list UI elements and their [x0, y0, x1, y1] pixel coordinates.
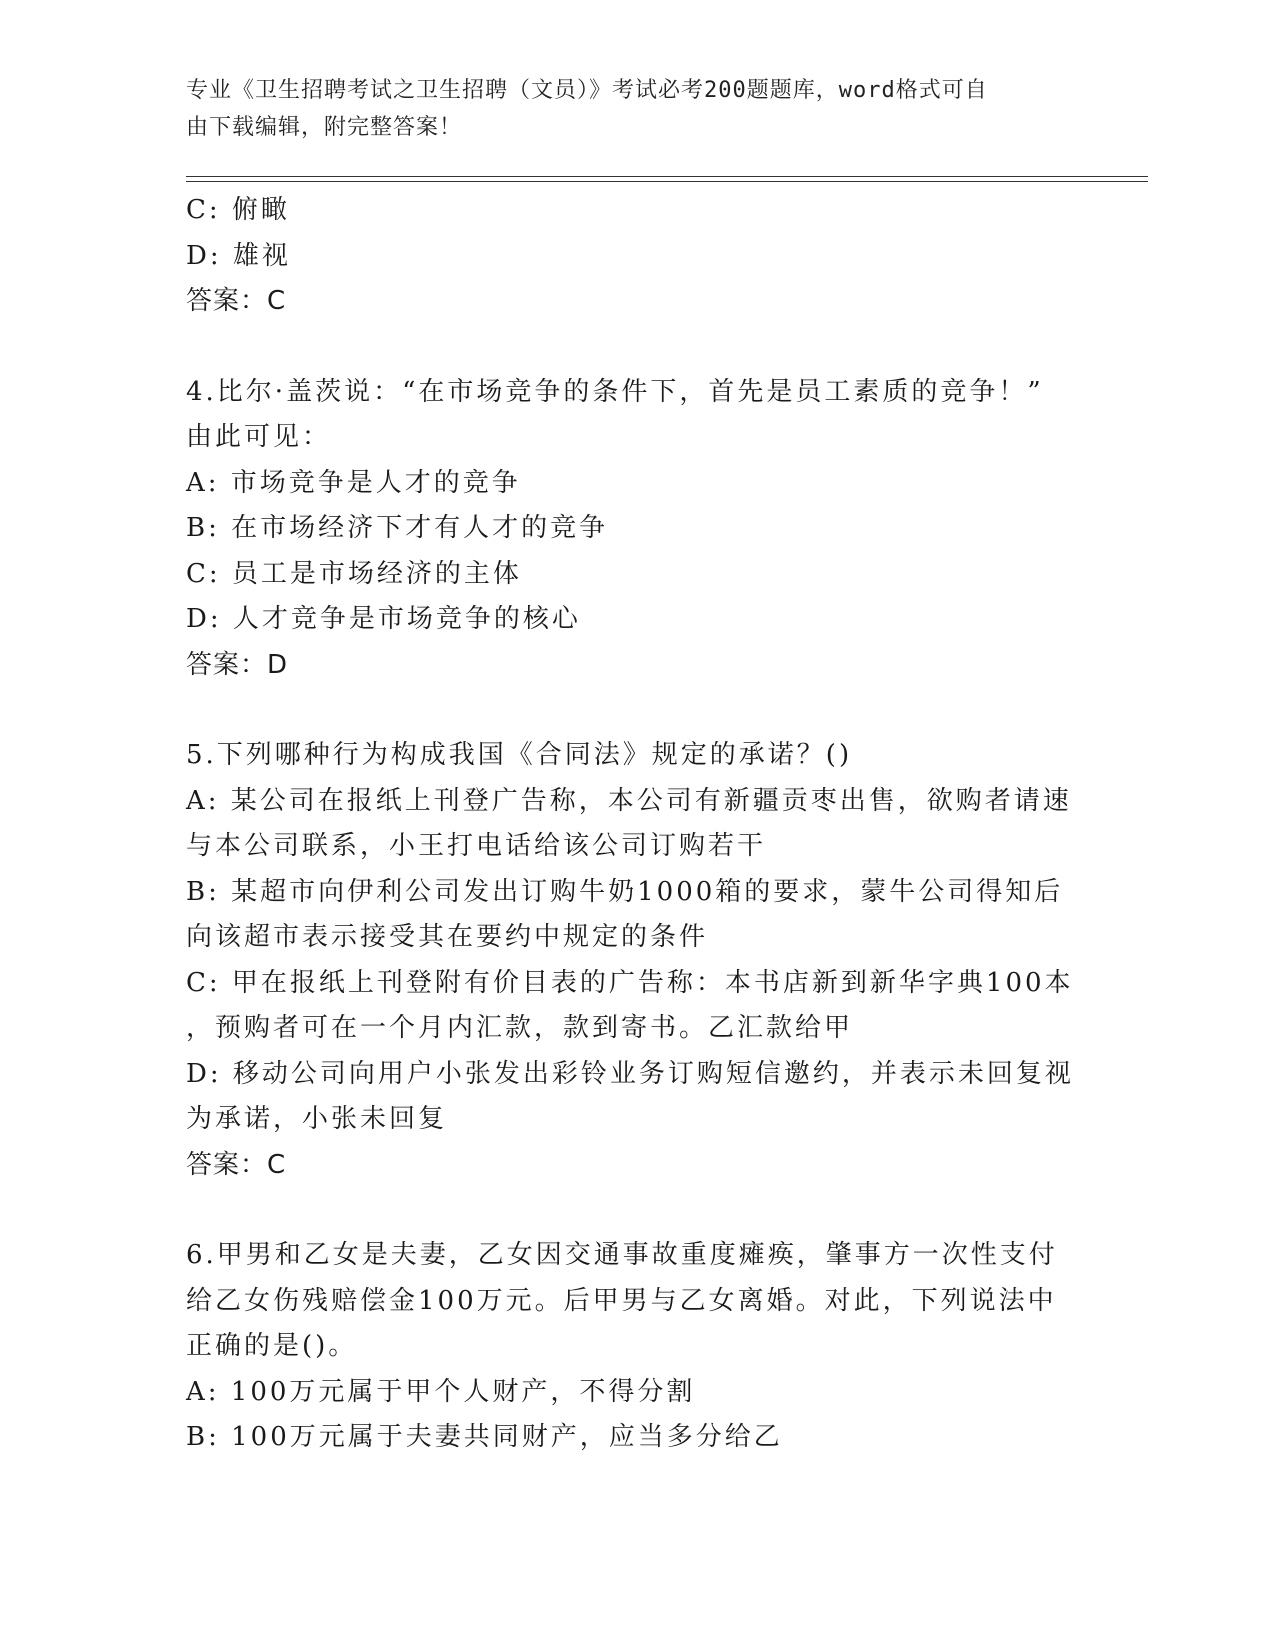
header-line-2: 由下载编辑，附完整答案！	[186, 115, 463, 140]
option-line: B: 100万元属于夫妻共同财产，应当多分给乙	[186, 1422, 783, 1452]
document-header	[186, 72, 1066, 146]
option-line: C: 俯瞰	[186, 195, 290, 225]
answer-line: 答案：D	[186, 649, 289, 680]
question-content	[186, 188, 1086, 1461]
option-line: C: 员工是市场经济的主体	[186, 558, 522, 589]
option-line: D: 人才竞争是市场竞争的核心	[186, 604, 581, 634]
option-line: D: 雄视	[186, 240, 291, 271]
question-block	[186, 733, 1086, 1188]
question-line: 正确的是()。	[186, 1331, 358, 1361]
question-line: 6.甲男和乙女是夫妻，乙女因交通事故重度瘫痪，肇事方一次性支付	[186, 1240, 1058, 1270]
option-line: 与本公司联系，小王打电话给该公司订购若干	[186, 831, 767, 861]
question-block	[186, 1233, 1086, 1461]
option-line: D: 移动公司向用户小张发出彩铃业务订购短信邀约，并表示未回复视	[186, 1058, 1074, 1089]
option-line: 为承诺，小张未回复	[186, 1104, 448, 1134]
option-line: 向该超市表示接受其在要约中规定的条件	[186, 922, 709, 952]
option-line: ，预购者可在一个月内汇款，款到寄书。乙汇款给甲	[186, 1013, 854, 1043]
block-spacer	[186, 1188, 1086, 1233]
block-spacer	[186, 688, 1086, 733]
option-line: B: 某超市向伊利公司发出订购牛奶1000箱的要求，蒙牛公司得知后	[186, 876, 1064, 907]
question-line: 5.下列哪种行为构成我国《合同法》规定的承诺？()	[186, 740, 853, 770]
question-block	[186, 370, 1086, 689]
question-line: 给乙女伤残赔偿金100万元。后甲男与乙女离婚。对此，下列说法中	[186, 1285, 1057, 1316]
question-line: 由此可见：	[186, 422, 332, 452]
answer-line: 答案：C	[186, 286, 287, 316]
option-line: A: 市场竞争是人才的竞争	[186, 467, 521, 498]
option-line: B: 在市场经济下才有人才的竞争	[186, 513, 609, 543]
option-line: A: 100万元属于甲个人财产，不得分割	[186, 1376, 696, 1407]
option-line: A: 某公司在报纸上刊登广告称，本公司有新疆贡枣出售，欲购者请速	[186, 785, 1072, 816]
question-block	[186, 188, 1086, 325]
answer-line: 答案：C	[186, 1149, 287, 1180]
header-line-1: 专业《卫生招聘考试之卫生招聘（文员）》考试必考200题题库，word格式可自	[186, 78, 988, 103]
block-spacer	[186, 325, 1086, 370]
header-divider-top	[186, 176, 1148, 177]
question-line: 4.比尔·盖茨说：“在市场竞争的条件下，首先是员工素质的竞争！”	[186, 376, 1044, 407]
option-line: C: 甲在报纸上刊登附有价目表的广告称：本书店新到新华字典100本	[186, 967, 1074, 998]
header-divider-bottom	[186, 181, 1148, 182]
